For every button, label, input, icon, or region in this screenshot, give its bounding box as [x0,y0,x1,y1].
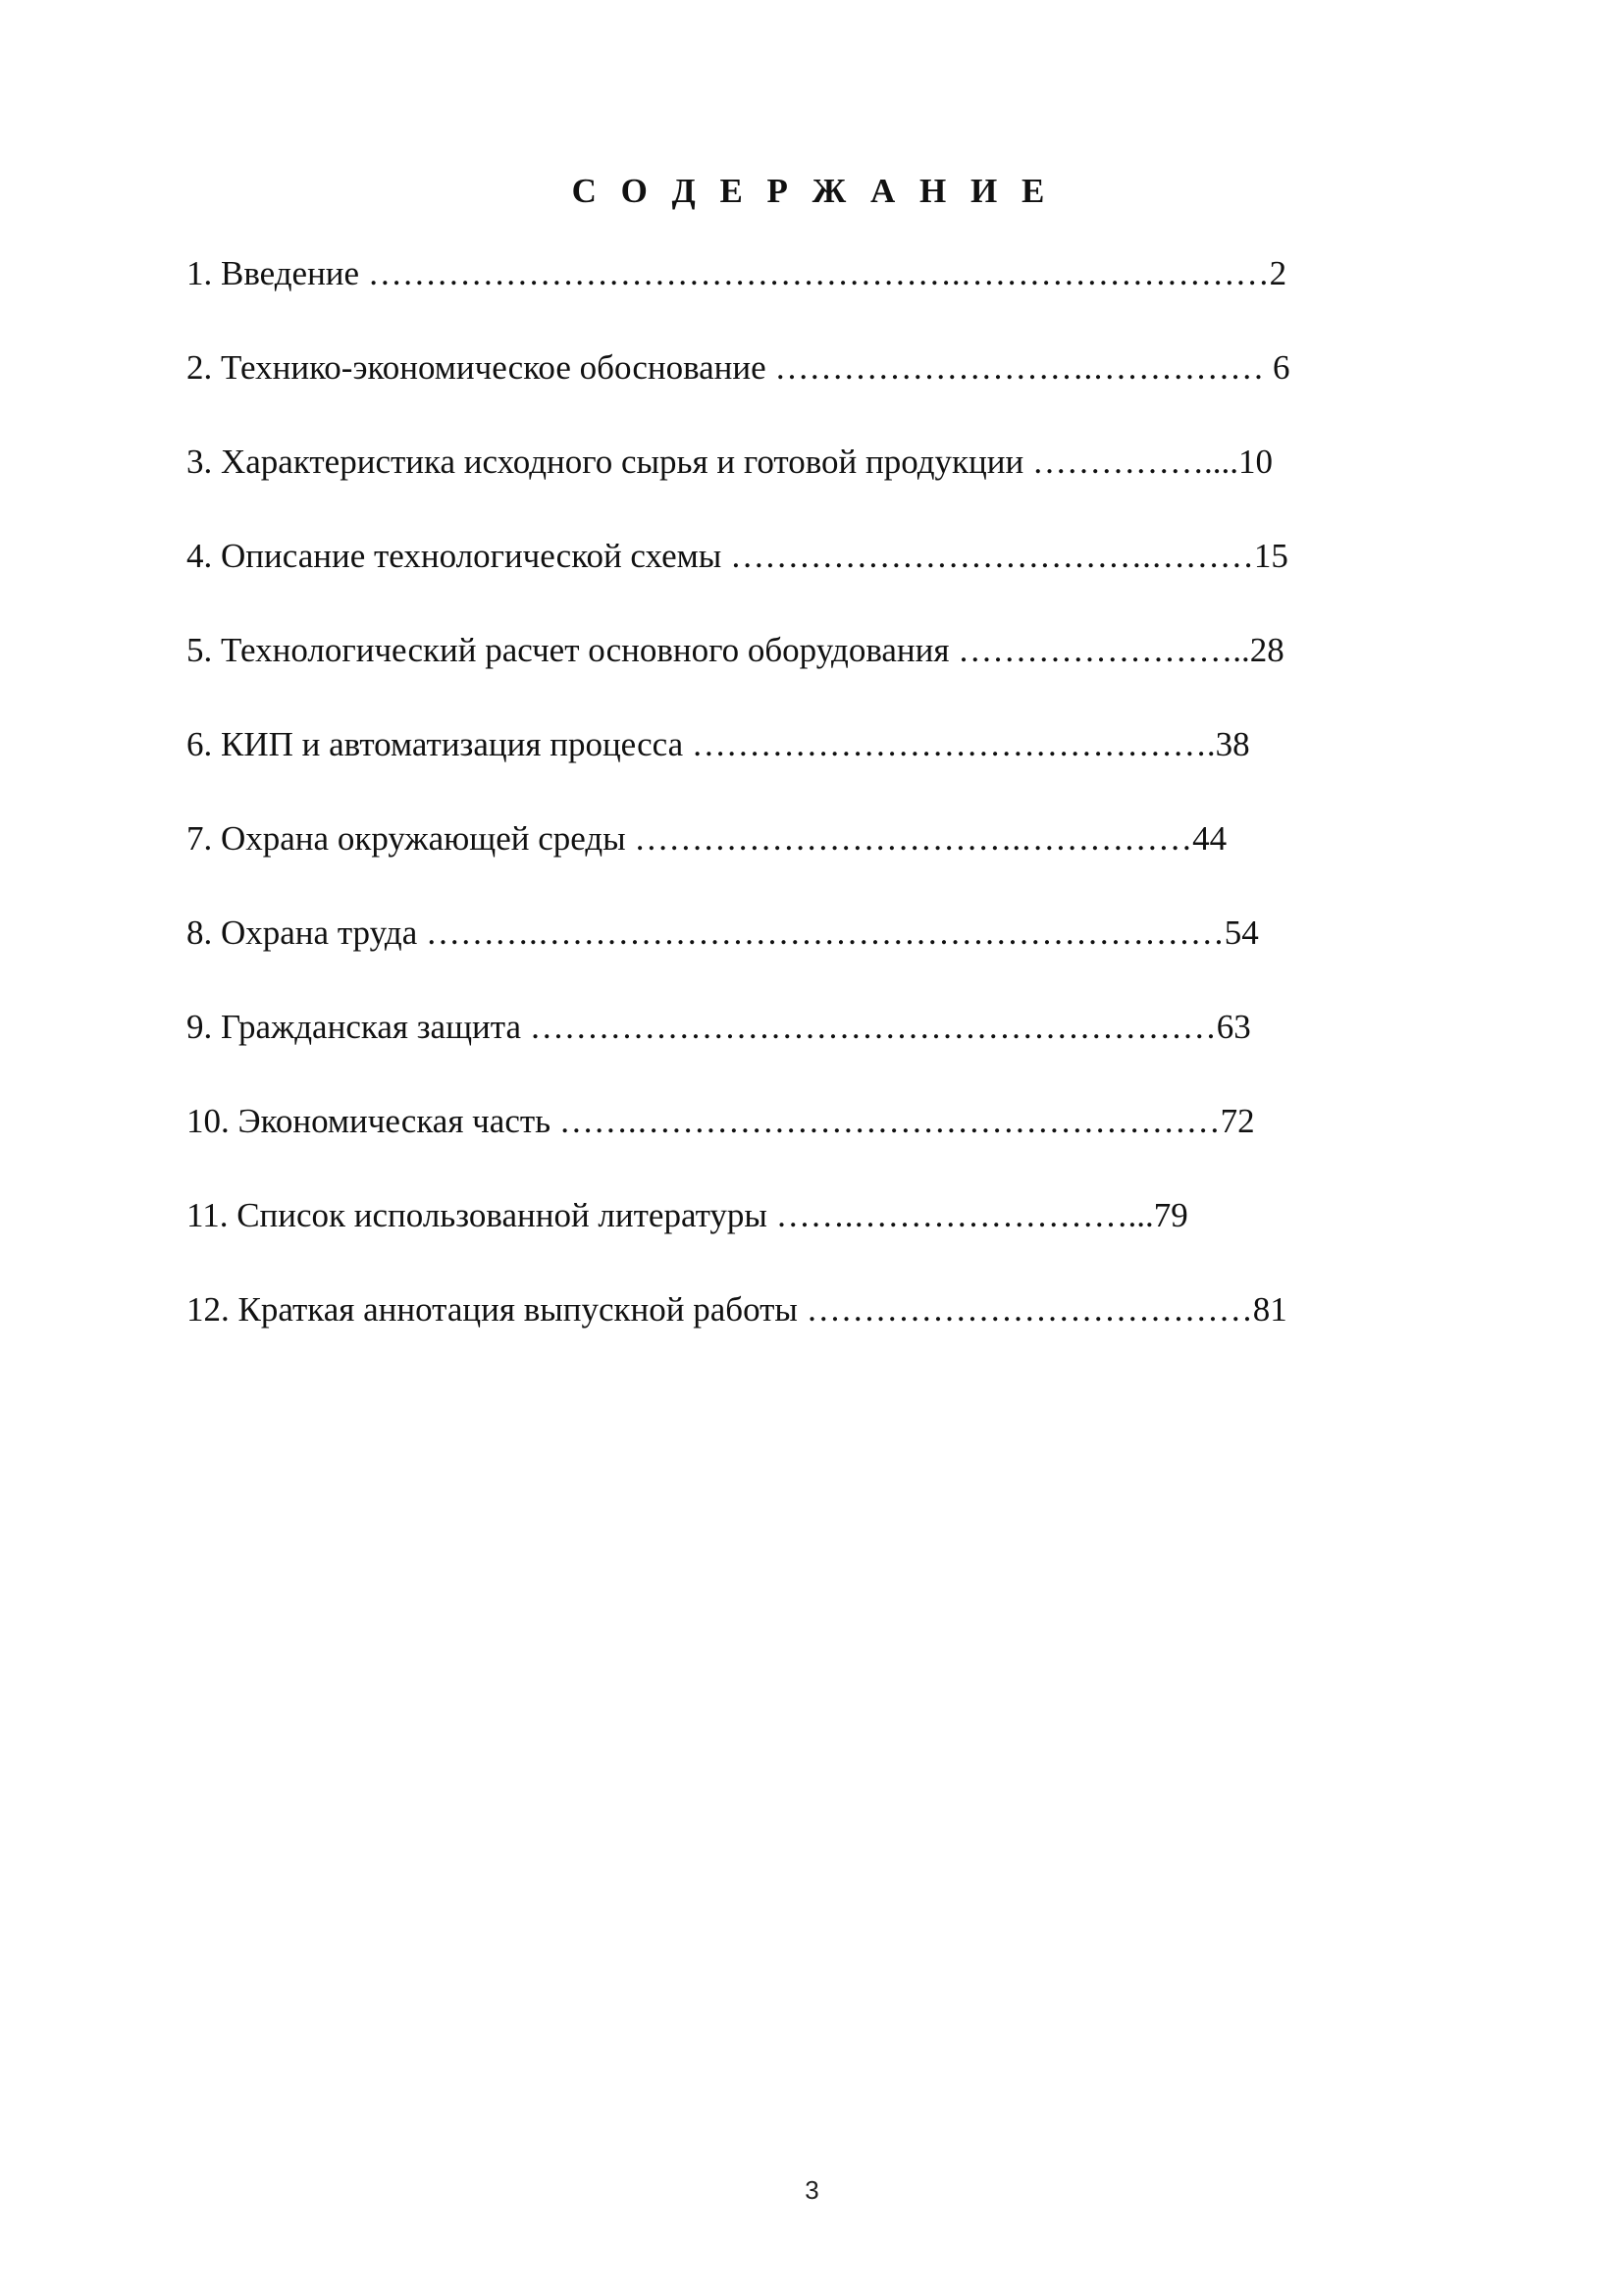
toc-entry-page: 72 [1220,1102,1255,1140]
toc-entry-leader: …….……………………... [775,1196,1154,1234]
toc-entry-label: 11. Список использованной литературы [186,1196,776,1234]
toc-entry-label: 12. Краткая аннотация выпускной работы [186,1290,807,1329]
toc-entry-leader: ……………………….…………… [774,348,1273,387]
toc-entry [186,1098,1423,1192]
toc-entry-label: 9. Гражданская защита [186,1008,530,1046]
toc-entry-page: 79 [1153,1196,1188,1234]
toc-entry-leader: …………….... [1031,443,1238,481]
toc-entry-page: 63 [1216,1008,1251,1046]
toc-entry-page: 15 [1253,537,1288,575]
toc-entry-label: 5. Технологический расчет основного оборудования [186,631,959,669]
toc-entry-page: 38 [1215,725,1250,763]
toc-entry-page: 54 [1224,913,1259,952]
toc-entry-leader: …………………………………………………… [529,1008,1217,1046]
toc-entry-leader: ………………………………… [806,1290,1253,1329]
toc-entry-page: 6 [1272,348,1290,387]
toc-entry-label: 8. Охрана труда [186,913,426,952]
toc-entry [186,910,1423,1004]
toc-entry-label: 6. КИП и автоматизация процесса [186,725,692,763]
toc-entry-page: 44 [1192,819,1228,858]
toc-entry [186,721,1423,815]
toc-entry [186,439,1423,533]
toc-entry [186,627,1423,721]
toc-entry-label: 2. Технико-экономическое обоснование [186,348,775,387]
page-title: С О Д Е Р Ж А Н И Е [571,172,1053,210]
toc-entry-leader: ……….…………………………………………………… [425,913,1225,952]
toc-entry-page: 10 [1237,443,1273,481]
toc-entry [186,1286,1423,1381]
toc-entry-leader: …………………….. [958,631,1250,669]
toc-entry-page: 2 [1269,254,1287,292]
toc-entry-label: 3. Характеристика исходного сырья и готовой продукции [186,443,1032,481]
toc-entry [186,533,1423,627]
toc-entry-label: 1. Введение [186,254,368,292]
toc-entry-leader: …….…………………………………………… [558,1102,1221,1140]
page-number: 3 [805,2175,819,2205]
toc-entry [186,344,1423,439]
toc-entry-leader: …………………………….…………… [634,819,1193,858]
toc-entry-label: 10. Экономическая часть [186,1102,559,1140]
toc-entry-leader: ……………………………….……… [730,537,1254,575]
toc-entry [186,1004,1423,1098]
toc-entry-label: 4. Описание технологической схемы [186,537,731,575]
toc-entry-leader: ………………………………………. [691,725,1216,763]
toc-entry-label: 7. Охрана окружающей среды [186,819,635,858]
toc-entry-page: 28 [1249,631,1284,669]
table-of-contents [186,250,1423,1381]
toc-entry [186,1192,1423,1286]
toc-entry [186,815,1423,910]
toc-entry-leader: …………………………………………….……………………… [367,254,1270,292]
toc-entry [186,250,1423,344]
toc-entry-page: 81 [1252,1290,1287,1329]
